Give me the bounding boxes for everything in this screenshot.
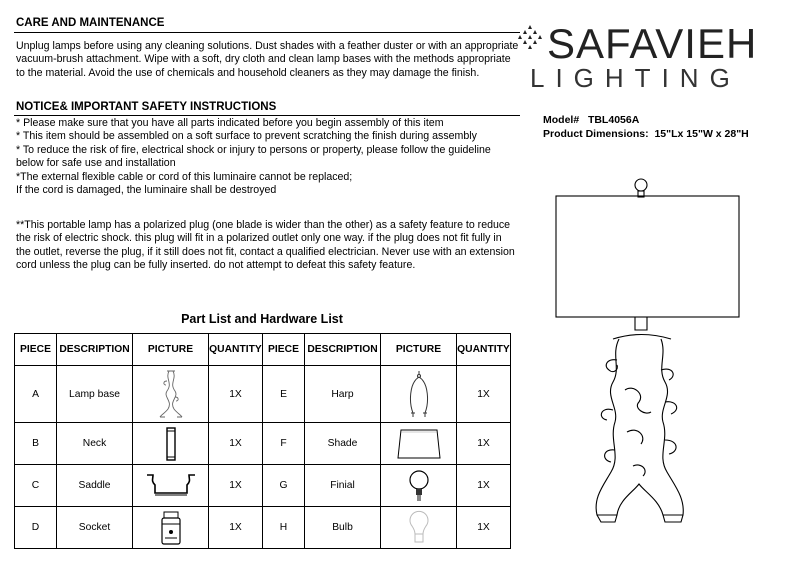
care-line: vacuum-brush attachment. Wipe with a soft, dry cloth and clean lamp bases with the methods appropriate	[16, 53, 511, 66]
parts-header-row	[15, 334, 511, 366]
header-description-left: DESCRIPTION	[57, 334, 133, 366]
saddle-icon	[143, 471, 199, 501]
picture-cell	[133, 366, 209, 423]
header-piece-left: PIECE	[15, 334, 57, 366]
shade-icon	[395, 427, 443, 461]
header-picture-left: PICTURE	[133, 334, 209, 366]
notice-line: below for safe use and installation	[16, 157, 176, 170]
description-cell: Finial	[305, 465, 381, 507]
plug-line: cord unless the plug can be fully inserted. do not attempt to defeat this safety feature.	[16, 259, 416, 272]
picture-cell	[381, 507, 457, 549]
picture-cell	[381, 423, 457, 465]
plug-line: **This portable lamp has a polarized plug (one blade is wider than the other) as a safety feature to reduce	[16, 219, 511, 231]
description-cell: Neck	[57, 423, 133, 465]
picture-cell	[381, 366, 457, 423]
description-cell: Harp	[305, 366, 381, 423]
table-row	[15, 366, 511, 423]
care-text	[16, 40, 526, 80]
table-row	[15, 423, 511, 465]
piece-cell: A	[15, 366, 57, 423]
picture-cell	[133, 507, 209, 549]
parts-table	[14, 333, 511, 549]
quantity-cell: 1X	[209, 366, 263, 423]
notice-line: * To reduce the risk of fire, electrical shock or injury to persons or property, please follow the guideline	[16, 143, 491, 156]
plug-line: the outlet, reverse the plug, if it still does not fit, contact a qualified electrician. Never use with an extension	[16, 245, 515, 258]
bulb-icon	[404, 510, 434, 546]
piece-cell: F	[263, 423, 305, 465]
quantity-cell: 1X	[457, 423, 511, 465]
notice-line: *The external flexible cable or cord of this luminaire cannot be replaced;	[16, 170, 353, 183]
quantity-cell: 1X	[457, 465, 511, 507]
care-heading: CARE AND MAINTENANCE	[16, 17, 165, 29]
socket-icon	[156, 510, 186, 546]
header-description-right: DESCRIPTION	[305, 334, 381, 366]
quantity-cell: 1X	[457, 507, 511, 549]
model-label: Model#	[543, 114, 580, 126]
description-cell: Lamp base	[57, 366, 133, 423]
notice-text	[16, 117, 526, 197]
picture-cell	[133, 465, 209, 507]
header-quantity-right: QUANTITY	[457, 334, 511, 366]
picture-cell	[381, 465, 457, 507]
dimensions-label: Product Dimensions:	[543, 128, 649, 140]
piece-cell: E	[263, 366, 305, 423]
piece-cell: H	[263, 507, 305, 549]
model-row	[543, 114, 639, 126]
notice-line: * This item should be assembled on a soft surface to prevent scratching the finish during assembly	[16, 130, 477, 143]
quantity-cell: 1X	[209, 423, 263, 465]
brand-mark-icon	[516, 24, 544, 54]
table-row	[15, 507, 511, 549]
model-number: TBL4056A	[587, 114, 640, 126]
parts-title: Part List and Hardware List	[181, 312, 343, 326]
brand-name: SAFAVIEH	[547, 20, 758, 67]
header-quantity-left: QUANTITY	[209, 334, 263, 366]
piece-cell: B	[15, 423, 57, 465]
brand-sub: LIGHTING	[530, 63, 741, 93]
header-piece-right: PIECE	[263, 334, 305, 366]
finial-icon	[404, 469, 434, 503]
piece-cell: D	[15, 507, 57, 549]
header-picture-right: PICTURE	[381, 334, 457, 366]
neck-icon	[156, 427, 186, 461]
harp-icon	[399, 369, 439, 419]
plug-text	[16, 219, 526, 273]
quantity-cell: 1X	[209, 465, 263, 507]
lamp-illustration	[553, 170, 745, 528]
notice-divider	[14, 115, 520, 116]
lamp-base-icon	[151, 369, 191, 419]
piece-cell: C	[15, 465, 57, 507]
quantity-cell: 1X	[209, 507, 263, 549]
table-row	[15, 465, 511, 507]
dimensions-row	[543, 128, 749, 140]
notice-heading: NOTICE& IMPORTANT SAFETY INSTRUCTIONS	[16, 101, 277, 113]
care-divider	[14, 32, 520, 33]
notice-line: If the cord is damaged, the luminaire shall be destroyed	[16, 184, 277, 197]
description-cell: Shade	[305, 423, 381, 465]
description-cell: Bulb	[305, 507, 381, 549]
description-cell: Saddle	[57, 465, 133, 507]
quantity-cell: 1X	[457, 366, 511, 423]
piece-cell: G	[263, 465, 305, 507]
care-line: Unplug lamps before using any cleaning solutions. Dust shades with a feather duster or with an appropriate	[16, 40, 519, 52]
plug-line: the risk of electric shock. this plug will fit in a polarized outlet only one way. if the plug does not fit fully in	[16, 232, 502, 245]
picture-cell	[133, 423, 209, 465]
notice-line: * Please make sure that you have all parts indicated before you begin assembly of this item	[16, 117, 444, 129]
care-line: to the material. Avoid the use of chemicals and household cleaners as they may damage the finish.	[16, 66, 480, 79]
dimensions-value: 15"Lx 15"W x 28"H	[654, 128, 749, 140]
description-cell: Socket	[57, 507, 133, 549]
